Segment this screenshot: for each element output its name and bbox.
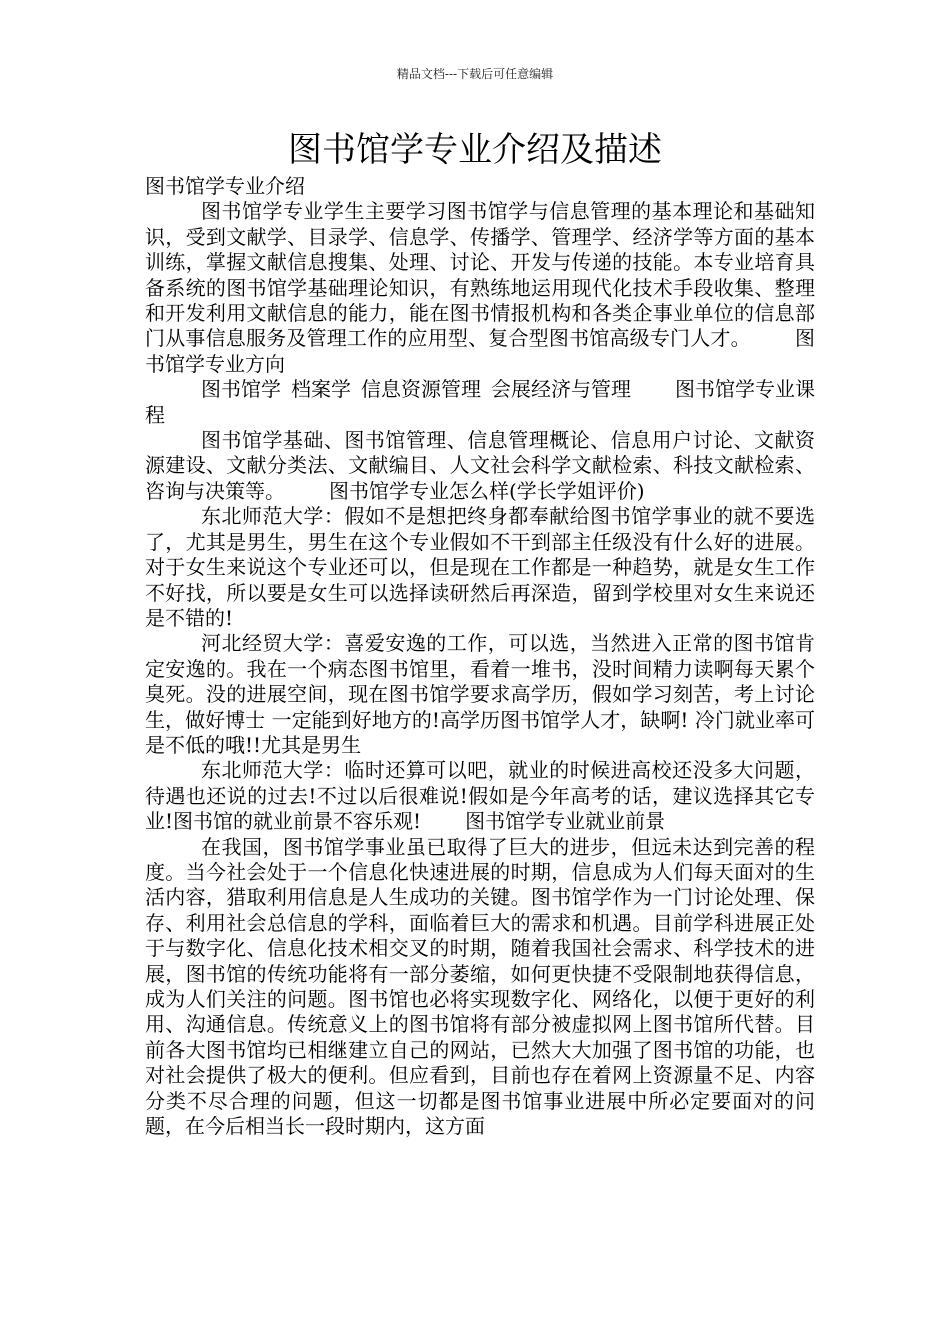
intro-body: 图书馆学专业学生主要学习图书馆学与信息管理的基本理论和基础知识，受到文献学、目录学、信息学、传播学、管理学、经济学等方面的基本训练，掌握文献信息搜集、处理、讨论、开发与传递的技能。本专业培育具备系统的图书馆学基础理论知识，有熟练地运用现代化技术手段收集、整理和开发利用文献信息的能力，能在图书情报机构和各类企事业单位的信息部门从事信息服务及管理工作的应用型、复合型图书馆高级专门人才。 [145,199,815,351]
document-body [145,174,815,1139]
evaluation-paragraph [145,758,815,834]
evaluation-heading: 图书馆学专业怎么样(学长学姐评价) [329,478,645,503]
courses-paragraph [145,428,815,504]
intro-paragraph [145,199,815,377]
direction-item: 会展经济与管理 [491,377,631,402]
direction-item: 图书馆学 [201,377,281,402]
intro-heading: 图书馆学专业介绍 [145,174,305,198]
directions-heading: 图书馆学专业方向 [145,326,816,376]
directions-paragraph [145,377,815,428]
header-note: 精品文档---下载后可任意编辑 [396,67,554,81]
direction-item: 档案学 [291,377,351,402]
courses-heading: 图书馆学专业课程 [145,377,815,427]
evaluation-paragraph: 东北师范大学：假如不是想把终身都奉献给图书馆学事业的就不要选了，尤其是男生，男生在这个专业假如不干到部主任级没有什么好的进展。对于女生来说这个专业还可以，但是现在工作都是一种趋势，就是女生工作不好找，所以要是女生可以选择读研然后再深造，留到学校里对女生来说还是不错的! [145,504,815,630]
prospects-heading: 图书馆学专业就业前景 [465,809,666,834]
courses-body: 图书馆学基础、图书馆管理、信息管理概论、信息用户讨论、文献资源建设、文献分类法、文献编目、人文社会科学文献检索、科技文献检索、咨询与决策等。 [145,428,815,503]
evaluation-paragraph: 河北经贸大学：喜爱安逸的工作，可以选，当然进入正常的图书馆肯定安逸的。我在一个病态图书馆里，看着一堆书，没时间精力读啊每天累个臭死。没的进展空间，现在图书馆学要求高学历，假如学习刻苦，考上讨论生，做好博士 一定能到好地方的!高学历图书馆学人才，缺啊! 冷门就业率可是不低的哦!!尤其是男生 [145,631,815,757]
direction-item: 信息资源管理 [361,377,481,402]
prospects-paragraph: 在我国，图书馆学事业虽已取得了巨大的进步，但远未达到完善的程度。当今社会处于一个信息化快速进展的时期，信息成为人们每天面对的生活内容，猎取利用信息是人生成功的关键。图书馆学作为一门讨论处理、保存、利用社会总信息的学科，面临着巨大的需求和机遇。目前学科进展正处于与数字化、信息化技术相交叉的时期，随着我国社会需求、科学技术的进展，图书馆的传统功能将有一部分萎缩，如何更快捷不受限制地获得信息，成为人们关注的问题。图书馆也必将实现数字化、网络化，以便于更好的利用、沟通信息。传统意义上的图书馆将有部分被虚拟网上图书馆所代替。目前各大图书馆均已相继建立自己的网站，已然大大加强了图书馆的功能，也对社会提供了极大的便利。但应看到，目前也存在着网上资源量不足、内容分类不尽合理的问题，但这一切都是图书馆事业进展中所必定要面对的问题，在今后相当长一段时期内，这方面 [145,834,815,1139]
document-title: 图书馆学专业介绍及描述 [288,130,662,170]
evaluation-text: 东北师范大学：临时还算可以吧，就业的时候进高校还没多大问题，待遇也还说的过去!不过以后很难说!假如是今年高考的话，建议选择其它专业!图书馆的就业前景不容乐观! [145,758,815,834]
